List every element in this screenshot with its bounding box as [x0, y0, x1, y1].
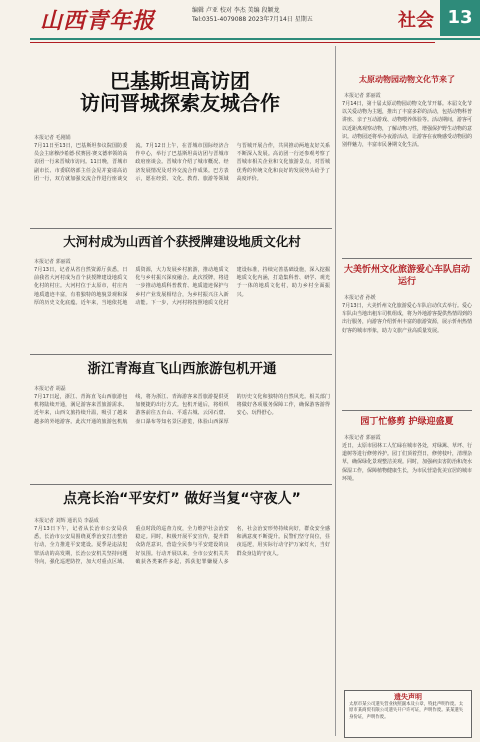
- side1-byline: 本报记者 郭丽霞: [344, 93, 381, 99]
- side-divider: [342, 258, 472, 259]
- column-separator: [335, 46, 336, 736]
- side2-headline: 大美忻州文化旅游爱心车队启动运行: [343, 265, 470, 287]
- article-divider: [30, 484, 332, 485]
- side-divider: [342, 410, 472, 411]
- article2-headline: 大河村成为山西首个获授牌建设地质文化村: [63, 234, 301, 249]
- newspaper-logo: 山西青年报: [40, 8, 156, 34]
- header-info: [192, 6, 402, 24]
- article-divider: [30, 354, 332, 355]
- notice-text: 太原市某公司遗失营业执照副本及公章，特此声明作废。太原市某商贸有限公司遗失开户许可证，声明作废。某某遗失身份证，声明作废。: [349, 702, 464, 720]
- article1-headline: [40, 70, 320, 114]
- notice-title: 遗失声明: [394, 693, 422, 701]
- article4-byline: 本报记者 刘辉 通讯员 李磊成: [34, 518, 99, 524]
- article3-headline: 浙江青海直飞山西旅游包机开通: [87, 361, 277, 377]
- side3-headline: 园丁忙修剪 护绿迎盛夏: [360, 417, 454, 427]
- header-rule-red: [30, 42, 435, 43]
- section-title: 社会: [398, 10, 434, 31]
- article1-title-line1: 巴基斯坦高访团: [110, 69, 250, 93]
- side2-body: 7月13日，大美忻州文化旅游爱心车队启动仪式举行。爱心车队由当地出租车司机组成，将为外地游客提供热情周到的出行服务，向游客介绍忻州丰富的旅游资源，展示忻州热情好客的城市形象，助力文旅产业高质量发展。: [342, 303, 472, 334]
- side1-headline: 太原动物园动物文化节来了: [359, 75, 455, 84]
- article2-byline: 本报记者 郭丽霞: [34, 259, 71, 265]
- article3-body: 7月17日起，浙江、青海直飞山西旅游包机将陆续开通，满足游客来晋旅游需求。近年来，山西文旅持续升温，吸引了越来越多的外地游客。此次开通的旅游包机航线，将为浙江、青海游客来晋旅游提供更加便捷的出行方式。包机开通后，将组织游客前往五台山、平遥古城、云冈石窟、壶口瀑布等知名景区游览，体验山西深厚的历史文化和独特的自然风光。相关部门将做好各项服务保障工作，确保游客游得安心、玩得舒心。: [34, 394, 330, 425]
- masthead: [0, 0, 480, 44]
- page-number: 13: [440, 0, 480, 36]
- header-rule: [30, 38, 480, 40]
- article2-body: 7月13日，记者从省自然资源厅获悉，日前我省大河村成为首个获授牌建设地质文化村的村庄。大河村位于太原市，村庄内地质遗迹丰富，有着独特的地貌景观和深厚的历史文化底蕴。近年来，当地依托地质资源，大力发展乡村旅游，推动地质文化与乡村振兴深度融合。此次授牌，将进一步推动地质科普教育、地质遗迹保护与乡村产业发展相结合，为乡村振兴注入新动能。下一步，大河村将按照地质文化村建设标准，持续完善基础设施，深入挖掘地质文化内涵，打造集科普、研学、观光于一体的地质文化村，助力乡村全面振兴。: [34, 267, 330, 306]
- article1-title-line2: 访问晋城探索友城合作: [80, 91, 280, 115]
- article-divider: [30, 228, 332, 229]
- header-contact-date: Tel:0351-4079088 2023年7月14日 星期五: [192, 16, 313, 23]
- article4-headline: 点亮长治“平安灯” 做好当复“守夜人”: [63, 491, 301, 507]
- article4-body: 7月13日下午，记者从长治市公安局获悉，长治市公安局围绕夏季治安打击整治行动，全力推进平安建设。夏季是违法犯罪活动的高发期，长治公安机关坚持问题导向，强化巡逻防控，加大对重点区域、重点时段的巡查力度，全力维护社会治安稳定。同时，积极开展平安宣传，提升群众防范意识，营造全民参与平安建设的良好氛围。行动开展以来，全市公安机关共破获各类案件多起，抓获犯罪嫌疑人多名，社会治安形势持续向好，群众安全感和满意度不断提升。民警们坚守岗位，昼夜巡逻，用实际行动守护万家灯火，当好群众身边的守夜人。: [34, 526, 330, 565]
- header-editors: 编辑 卢亚 校对 李杰 美编 段颖龙: [192, 7, 280, 14]
- side1-body: 7月14日，第十届太原动物园动物文化节开幕。本届文化节以关爱动物为主题，推出了丰富多彩的活动，包括动物科普讲座、亲子互动游戏、动物喂养体验等。活动期间，游客可以近距离观察动物，了解动物习性，增强保护野生动物的意识。动物园还将举办夜游活动，让游客在夜晚感受动物园的别样魅力，丰富市民暑期文化生活。: [342, 101, 472, 149]
- side3-body: 近日，太原市园林工人忙碌在城市各处，对绿篱、草坪、行道树等进行修剪养护。园丁们顶着烈日，修剪枝叶，清理杂草，确保绿化景观整洁美观。同时，加强病虫害防治和浇水保湿工作，保障植物健康生长，为市民营造优美宜居的城市环境。: [342, 443, 472, 482]
- side3-byline: 本报记者 郭丽霞: [344, 435, 381, 441]
- side2-byline: 本报记者 孙媛: [344, 295, 376, 301]
- article3-byline: 本报记者 胡磊: [34, 386, 66, 392]
- article1-body: 7月11日至13日，巴基斯坦参议院国防委员会主席穆沙希德·侯赛因·赛义德率领的高访团一行来晋城市访问。11日晚，晋城市副市长、市委联络部主任会见并宴请高访团一行，双方就加强交流合作进行座谈交流。7月12日上午，在晋城市国际经济合作中心，举行了巴基斯坦高访团与晋城市政府座谈会。晋城市介绍了城市概况、经济发展情况及对外交流合作成果。巴方表示，愿在经贸、文化、教育、旅游等领域与晋城开展合作，共同推动两地友好关系不断深入发展。高访团一行还参观考察了晋城市相关企业和文化旅游景点，对晋城优秀的传统文化和良好的发展势头给予了高度评价。: [34, 143, 330, 182]
- lost-notice-box: [344, 690, 472, 738]
- article1-byline: 本报记者 毛刚娟: [34, 135, 71, 141]
